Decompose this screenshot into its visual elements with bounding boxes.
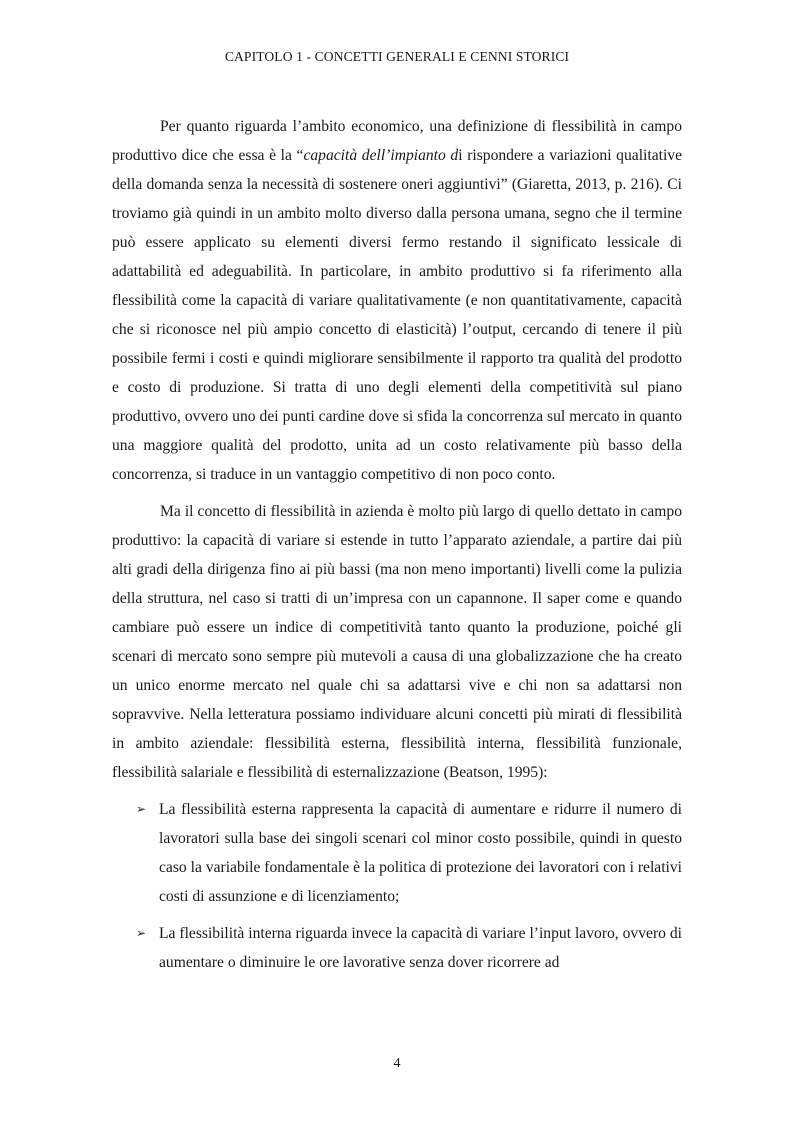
list-item bbox=[112, 795, 682, 911]
paragraph-2: Ma il concetto di flessibilità in azienda è molto più largo di quello dettato in campo produttivo: la capacità di variare si estende in tutto l’apparato aziendale, a partire dai più alti gradi della dirigenza fino ai più bassi (ma non meno importanti) livelli come la pulizia della struttura, nel caso si tratti di un’impresa con un capannone. Il saper come e quando cambiare può essere un indice di competitività tanto quanto la produzione, poiché gli scenari di mercato sono sempre più mutevoli a causa di una globalizzazione che ha creato un unico enorme mercato nel quale chi sa adattarsi vive e chi non sa adattarsi non sopravvive. Nella letteratura possiamo individuare alcuni concetti più mirati di flessibilità in ambito aziendale: flessibilità esterna, flessibilità interna, flessibilità funzionale, flessibilità salariale e flessibilità di esternalizzazione (Beatson, 1995): bbox=[112, 503, 682, 781]
list-item bbox=[112, 919, 682, 977]
paragraph-1-text-start: Per quanto riguarda l’ambito economico, una definizione di flessibilità in campo produttivo dice che essa è la “ bbox=[112, 118, 682, 164]
running-header: CAPITOLO 1 - CONCETTI GENERALI E CENNI STORICI bbox=[224, 49, 570, 64]
paragraph-1-text-end: i rispondere a variazioni qualitative della domanda senza la necessità di sostenere oneri aggiuntivi” (Giaretta, 2013, p. 216). Ci troviamo già quindi in un ambito molto diverso dalla persona umana, segno che il termine può essere applicato su elementi diversi fermo restando il significato lessicale di adattabilità ed adeguabilità. In particolare, in ambito produttivo si fa riferimento alla flessibilità come la capacità di variare qualitativamente (e non quantitativamente, capacità che si riconosce nel più ampio concetto di elasticità) l’output, cercando di tenere il più possibile fermi i costi e quindi migliorare sensibilmente il rapporto tra qualità del prodotto e costo di produzione. Si tratta di uno degli elementi della competitività sul piano produttivo, ovvero uno dei punti cardine dove si sfida la concorrenza sul mercato in quanto una maggiore qualità del prodotto, unita ad un costo relativamente più basso della concorrenza, si traduce in un vantaggio competitivo di non poco conto. bbox=[112, 147, 682, 483]
paragraph-1 bbox=[112, 112, 682, 489]
page-number: 4 bbox=[393, 1056, 401, 1071]
italic-phrase: capacità dell’impianto d bbox=[303, 147, 459, 164]
bullet-list bbox=[112, 795, 682, 977]
list-item-text: La flessibilità esterna rappresenta la capacità di aumentare e ridurre il numero di lavoratori sulla base dei singoli scenari col minor costo possibile, quindi in questo caso la variabile fondamentale è la politica di protezione dei lavoratori con i relativi costi di assunzione e di licenziamento; bbox=[159, 801, 682, 905]
arrow-bullet-icon: ➢ bbox=[136, 926, 147, 940]
body-text bbox=[112, 112, 682, 977]
list-item-text: La flessibilità interna riguarda invece la capacità di variare l’input lavoro, ovvero di aumentare o diminuire le ore lavorative senza dover ricorrere ad bbox=[159, 925, 682, 971]
arrow-bullet-icon: ➢ bbox=[136, 802, 147, 816]
